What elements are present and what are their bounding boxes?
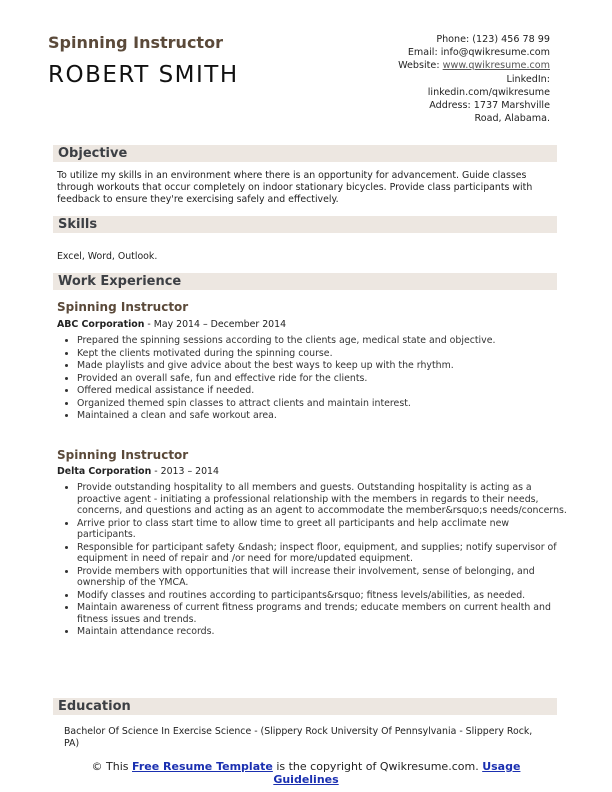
list-item: • Made playlists and give advice about the best ways to keep up with the rhythm. <box>77 360 567 372</box>
phone: Phone: (123) 456 78 99 <box>436 34 550 45</box>
list-item: • Maintain awareness of current fitness programs and trends; educate members on current health and fitness issues and trends. <box>77 602 567 625</box>
dates: - 2013 – 2014 <box>151 466 219 477</box>
website-label: Website: <box>398 60 443 72</box>
list-item: • Offered medical assistance if needed. <box>77 385 567 397</box>
list-item: • Maintain attendance records. <box>77 626 567 638</box>
list-item: • Modify classes and routines according to participants&rsquo; fitness levels/abilities, as needed. <box>77 590 567 602</box>
dates: - May 2014 – December 2014 <box>144 319 287 330</box>
list-item: • Provide members with opportunities that will increase their involvement, sense of belonging, and ownership of the YMCA. <box>77 566 567 589</box>
usage-guidelines-link[interactable]: Usage Guidelines <box>273 760 521 786</box>
footer-prefix: © This <box>91 760 133 773</box>
job-company-dates <box>57 319 286 330</box>
education-text: Bachelor Of Science In Exercise Science - (Slippery Rock University Of Pennsylvania - Slippery Rock, PA) <box>64 726 533 749</box>
objective-text: To utilize my skills in an environment where there is an opportunity for advancement. Guide classes through workouts that occur completely on indoor stationary bicycles. Provide class participants with feedback to ensure they're exercising safely and effectively. <box>57 170 533 205</box>
job-company-dates <box>57 466 219 477</box>
education-heading: Education <box>53 698 557 715</box>
list-item: • Maintained a clean and safe workout area. <box>77 410 567 422</box>
list-item: • Kept the clients motivated during the spinning course. <box>77 348 567 360</box>
company: Delta Corporation <box>57 466 152 477</box>
contact-info <box>350 33 550 125</box>
objective-heading: Objective <box>53 145 557 162</box>
list-item: • Provided an overall safe, fun and effective ride for the clients. <box>77 373 567 385</box>
website-link[interactable]: www.qwikresume.com <box>442 60 550 72</box>
job-title: Spinning Instructor <box>57 300 189 314</box>
linkedin: linkedin.com/qwikresume <box>427 86 550 98</box>
company: ABC Corporation <box>57 319 145 330</box>
skills-text: Excel, Word, Outlook. <box>57 251 158 262</box>
email: Email: info@qwikresume.com <box>407 47 550 59</box>
list-item: • Responsible for participant safety &ndash; inspect floor, equipment, and supplies; notify supervisor of equipment in need of repair and /or need for more/updated equipment. <box>77 542 567 565</box>
linkedin-label: LinkedIn: <box>506 73 550 85</box>
skills-heading: Skills <box>53 216 557 233</box>
job-title: Spinning Instructor <box>57 448 189 462</box>
job-bullets <box>57 482 567 639</box>
footer <box>60 760 552 786</box>
list-item: • Prepared the spinning sessions according to the clients age, medical state and objective. <box>77 335 567 347</box>
footer-text: is the copyright of Qwikresume.com. <box>272 760 483 773</box>
list-item: • Arrive prior to class start time to allow time to greet all participants and help acclimate new participants. <box>77 518 567 541</box>
job-bullets <box>57 335 567 423</box>
job-title: Spinning Instructor <box>48 33 223 52</box>
free-resume-template-link[interactable]: Free Resume Template <box>132 760 273 773</box>
candidate-name: ROBERT SMITH <box>48 62 239 88</box>
address: Address: 1737 Marshville Road, Alabama. <box>429 100 550 125</box>
list-item: • Provide outstanding hospitality to all members and guests. Outstanding hospitality is acting as a proactive agent - initiating a professional relationship with the members in regards to their needs, concerns, and questions and acting as an agent to accommodate the member&rsquo;s needs/concerns. <box>77 482 567 517</box>
list-item: • Organized themed spin classes to attract clients and maintain interest. <box>77 398 567 410</box>
experience-heading: Work Experience <box>53 273 557 290</box>
